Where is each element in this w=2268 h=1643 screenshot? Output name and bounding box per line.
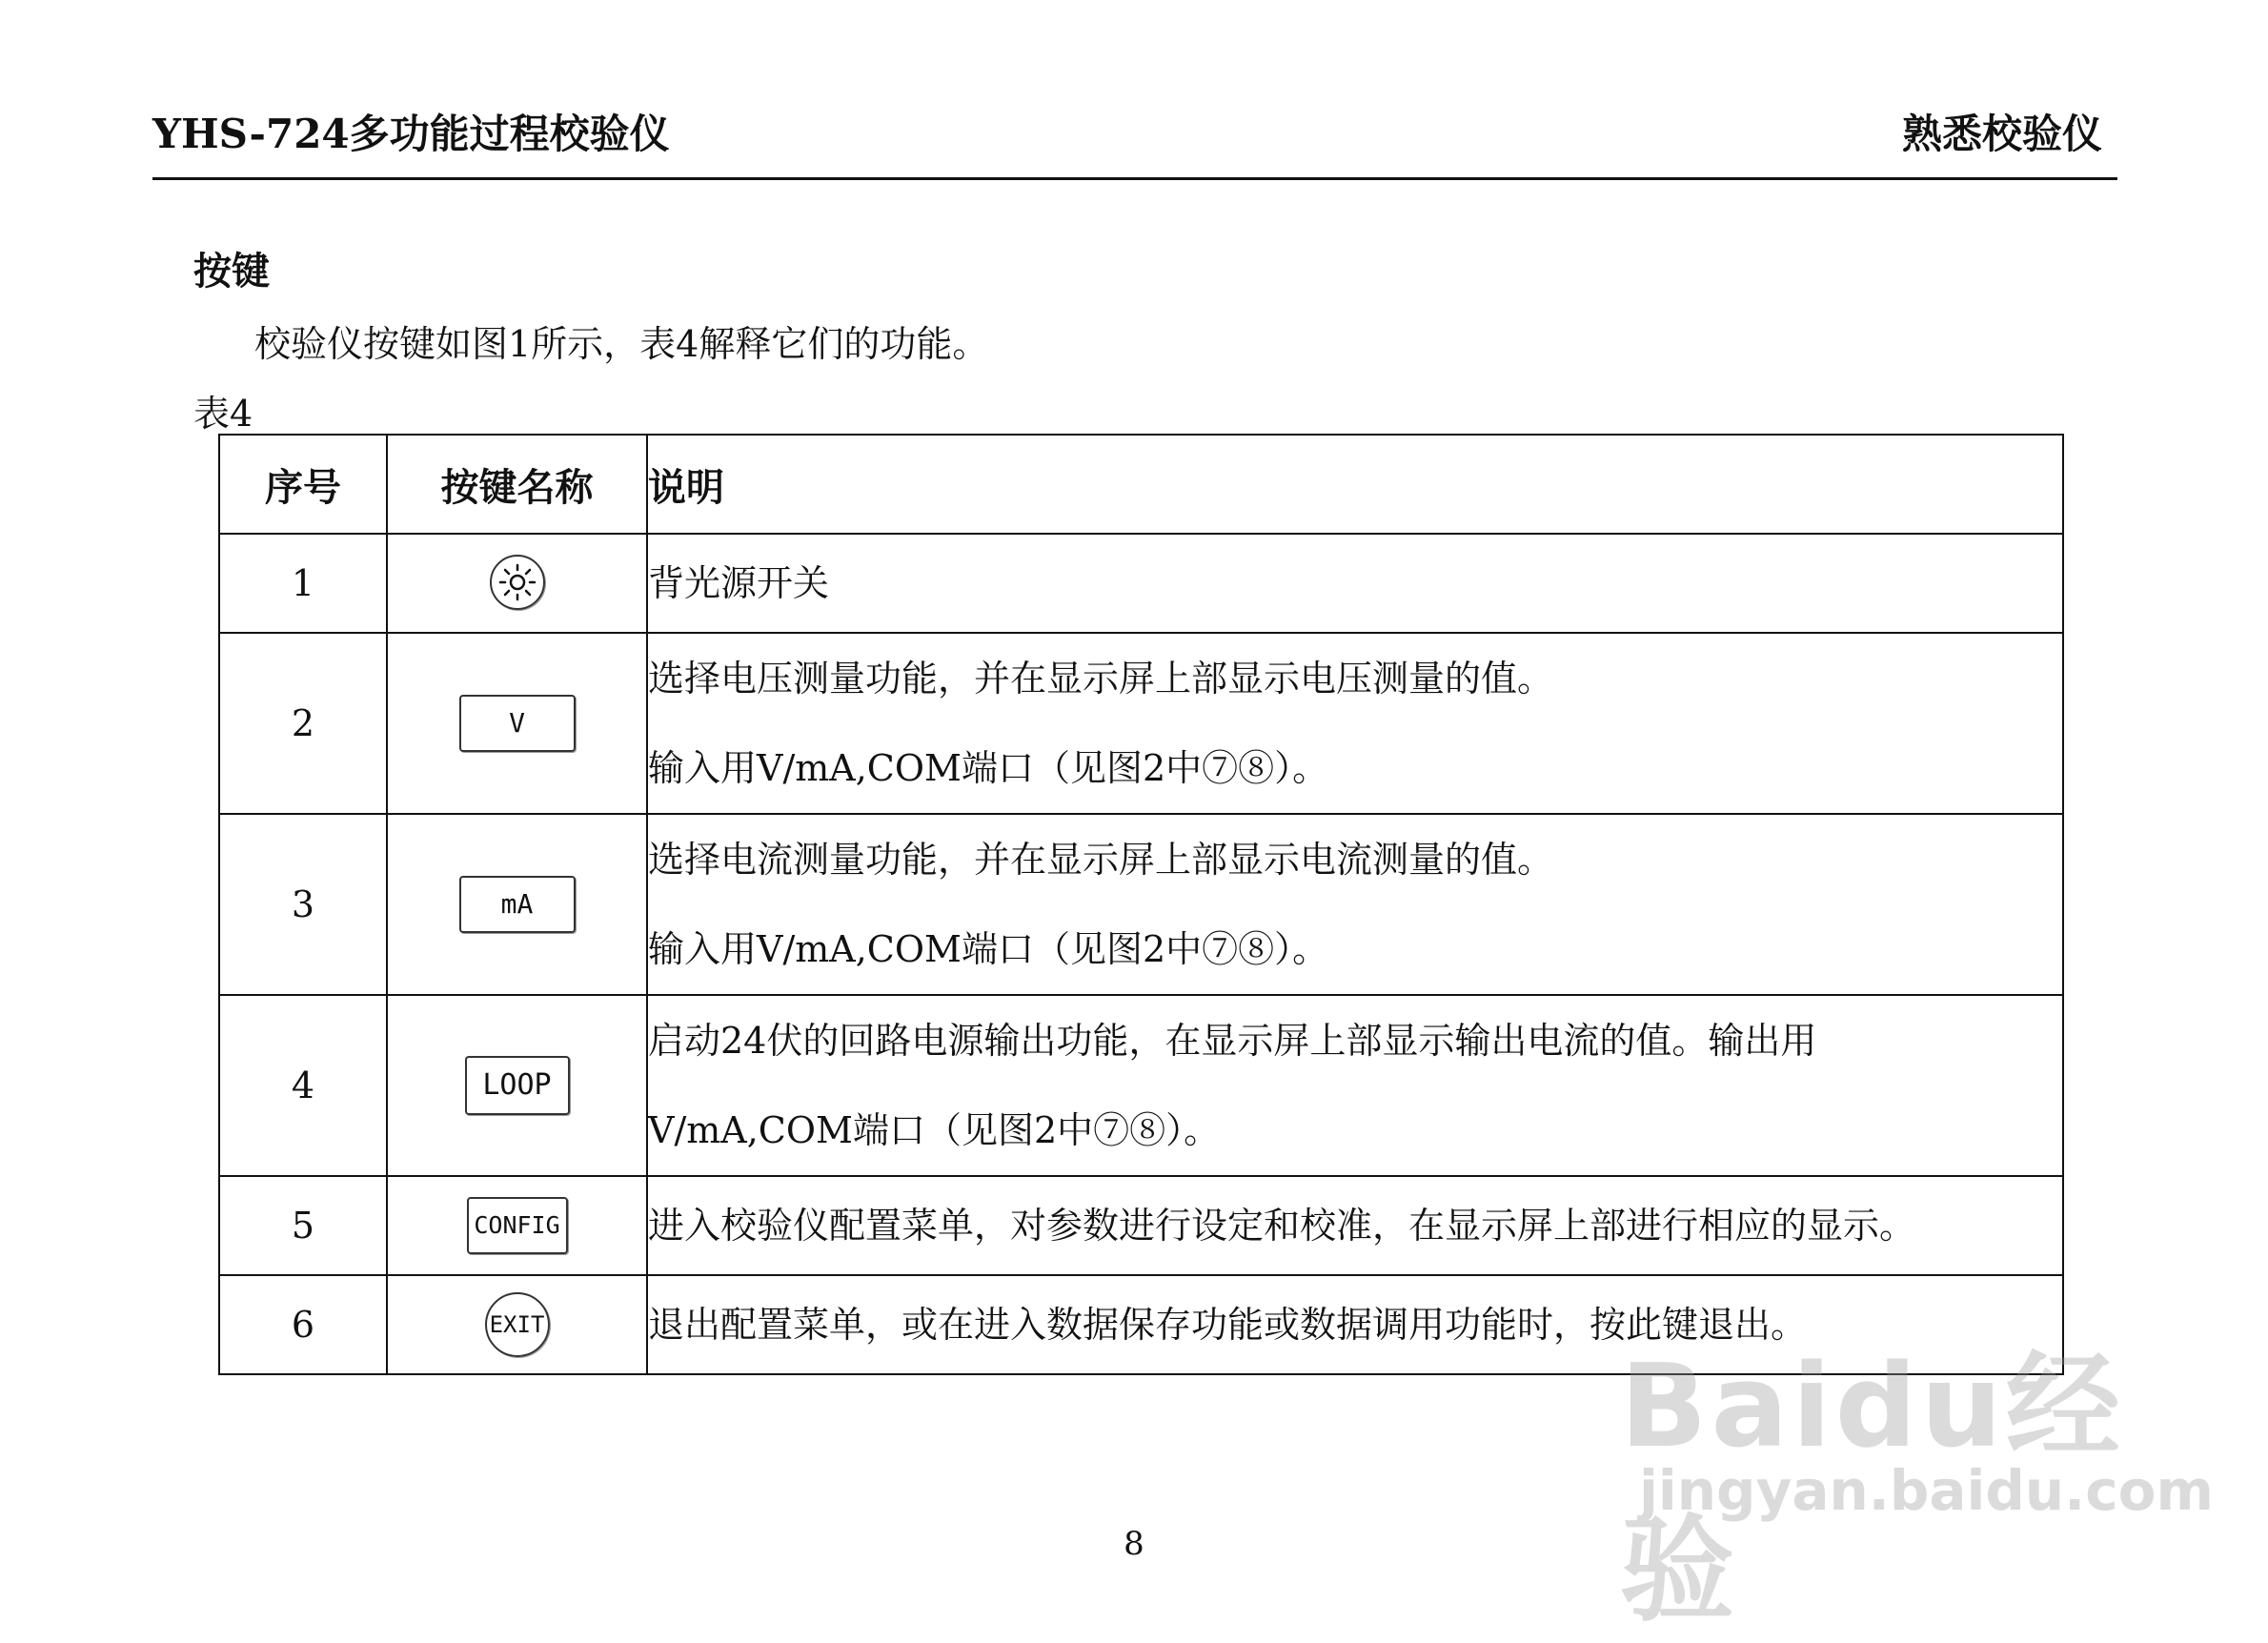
section-heading: 按键 xyxy=(193,249,270,294)
table-row xyxy=(219,633,2063,814)
row-description xyxy=(647,534,2063,633)
backlight-sun-icon xyxy=(492,557,543,608)
header-divider xyxy=(152,177,2117,180)
key-cell xyxy=(387,995,647,1176)
row-number: 4 xyxy=(219,995,387,1176)
row-number: 1 xyxy=(219,534,387,633)
key-cell xyxy=(387,633,647,814)
table-row xyxy=(219,814,2063,995)
document-title: YHS-724多功能过程校验仪 xyxy=(152,111,670,157)
description-line: V/mA,COM端口（见图2中⑦⑧）。 xyxy=(648,1109,1221,1151)
description-line: 选择电压测量功能，并在显示屏上部显示电压测量的值。 xyxy=(648,658,1554,700)
config-key: CONFIG xyxy=(467,1197,568,1254)
table-row xyxy=(219,995,2063,1176)
watermark-main: Baidu经验 xyxy=(1620,1341,2124,1637)
header-number: 序号 xyxy=(219,435,387,534)
chapter-title: 熟悉校验仪 xyxy=(1901,111,2102,157)
intro-paragraph: 校验仪按键如图1所示，表4解释它们的功能。 xyxy=(254,323,989,365)
row-number: 3 xyxy=(219,814,387,995)
row-number: 6 xyxy=(219,1275,387,1374)
header-key-name: 按键名称 xyxy=(387,435,647,534)
page-number: 8 xyxy=(1124,1525,1144,1563)
backlight-key xyxy=(490,555,545,610)
table-row xyxy=(219,1176,2063,1275)
row-description xyxy=(647,633,2063,814)
table-caption: 表4 xyxy=(193,393,253,435)
row-description xyxy=(647,995,2063,1176)
description-line: 进入校验仪配置菜单，对参数进行设定和校准，在显示屏上部进行相应的显示。 xyxy=(648,1205,1916,1247)
description-line: 背光源开关 xyxy=(648,562,830,604)
description-line: 退出配置菜单，或在进入数据保存功能或数据调用功能时，按此键退出。 xyxy=(648,1304,1808,1346)
key-cell xyxy=(387,1176,647,1275)
watermark-url: jingyan.baidu.com xyxy=(1639,1458,2214,1523)
voltage-key: V xyxy=(459,695,576,752)
description-line: 选择电流测量功能，并在显示屏上部显示电流测量的值。 xyxy=(648,839,1554,881)
description-line: 启动24伏的回路电源输出功能，在显示屏上部显示输出电流的值。输出用 xyxy=(648,1020,1817,1062)
loop-key: LOOP xyxy=(465,1056,570,1115)
table-row xyxy=(219,534,2063,633)
row-description xyxy=(647,814,2063,995)
header-description: 说明 xyxy=(647,435,2063,534)
current-key: mA xyxy=(459,876,576,933)
row-description xyxy=(647,1176,2063,1275)
key-cell xyxy=(387,814,647,995)
description-line: 输入用V/mA,COM端口（见图2中⑦⑧）。 xyxy=(648,747,1329,789)
description-line: 输入用V/mA,COM端口（见图2中⑦⑧）。 xyxy=(648,928,1329,970)
baidu-watermark xyxy=(1620,1315,2214,1637)
row-number: 2 xyxy=(219,633,387,814)
key-cell xyxy=(387,1275,647,1374)
row-number: 5 xyxy=(219,1176,387,1275)
key-function-table xyxy=(218,434,2064,1375)
exit-key: EXIT xyxy=(485,1292,550,1357)
table-header-row xyxy=(219,435,2063,534)
key-cell xyxy=(387,534,647,633)
